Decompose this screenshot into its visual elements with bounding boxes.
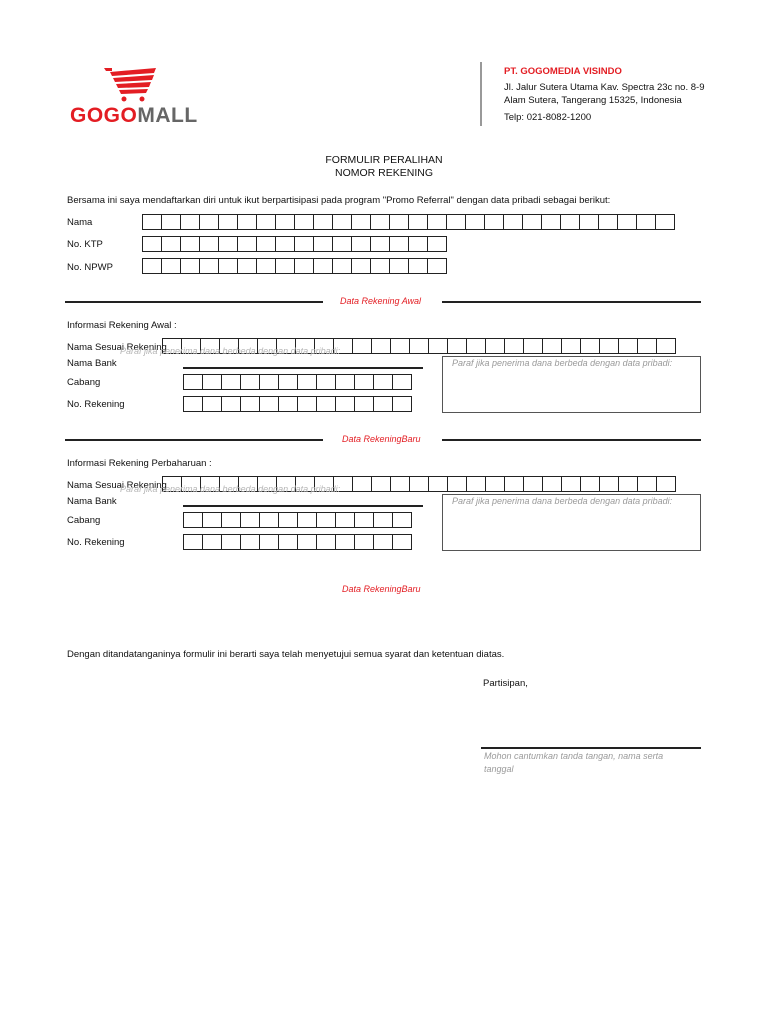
char-box[interactable]	[202, 534, 222, 550]
char-box[interactable]	[354, 374, 374, 390]
label-cabang-baru: Cabang	[67, 515, 101, 526]
signature-hint-line2: tanggal	[484, 764, 514, 774]
char-box[interactable]	[202, 512, 222, 528]
header-divider	[480, 62, 482, 126]
line-nama-bank-awal[interactable]	[183, 367, 423, 369]
char-box[interactable]	[408, 236, 428, 252]
char-box[interactable]	[370, 258, 390, 274]
char-box[interactable]	[313, 214, 333, 230]
char-box[interactable]	[392, 534, 412, 550]
char-box[interactable]	[522, 214, 542, 230]
char-box[interactable]	[580, 338, 600, 354]
char-box[interactable]	[389, 214, 409, 230]
info-baru-label: Informasi Rekening Perbaharuan :	[67, 458, 212, 469]
char-box[interactable]	[373, 534, 393, 550]
form-title	[0, 154, 768, 180]
partisipan-label: Partisipan,	[483, 678, 528, 689]
input-rekening-awal[interactable]	[183, 396, 412, 412]
logo-text-gogo: GOGO	[70, 104, 138, 127]
char-box[interactable]	[335, 396, 355, 412]
char-box[interactable]	[465, 214, 485, 230]
char-box[interactable]	[427, 258, 447, 274]
char-box[interactable]	[354, 512, 374, 528]
char-box[interactable]	[352, 338, 372, 354]
char-box[interactable]	[599, 338, 619, 354]
section-divider-left	[65, 301, 323, 303]
char-box[interactable]	[541, 214, 561, 230]
char-box[interactable]	[221, 534, 241, 550]
char-box[interactable]	[370, 214, 390, 230]
char-box[interactable]	[371, 338, 391, 354]
char-box[interactable]	[408, 214, 428, 230]
char-box[interactable]	[240, 374, 260, 390]
char-box[interactable]	[427, 214, 447, 230]
char-box[interactable]	[332, 214, 352, 230]
section-divider-left-baru	[65, 439, 323, 441]
char-box[interactable]	[392, 396, 412, 412]
ghost-paraf-baru: Paraf jika penerima dana berbeda dengan data pribadi:	[120, 484, 341, 494]
char-box[interactable]	[237, 236, 257, 252]
char-box[interactable]	[351, 258, 371, 274]
char-box[interactable]	[598, 214, 618, 230]
char-box[interactable]	[354, 396, 374, 412]
char-box[interactable]	[256, 236, 276, 252]
char-box[interactable]	[370, 236, 390, 252]
char-box[interactable]	[202, 374, 222, 390]
char-box[interactable]	[373, 396, 393, 412]
char-box[interactable]	[352, 476, 372, 492]
char-box[interactable]	[351, 214, 371, 230]
char-box[interactable]	[180, 214, 200, 230]
char-box[interactable]	[560, 214, 580, 230]
char-box[interactable]	[466, 476, 486, 492]
char-box[interactable]	[183, 396, 203, 412]
char-box[interactable]	[523, 476, 543, 492]
char-box[interactable]	[297, 534, 317, 550]
char-box[interactable]	[503, 214, 523, 230]
section-title-awal: Data Rekening Awal	[340, 296, 422, 306]
char-box[interactable]	[240, 396, 260, 412]
line-nama-bank-baru[interactable]	[183, 505, 423, 507]
char-box[interactable]	[617, 214, 637, 230]
char-box[interactable]	[618, 476, 638, 492]
char-box[interactable]	[485, 476, 505, 492]
char-box[interactable]	[275, 214, 295, 230]
label-rekening-baru: No. Rekening	[67, 537, 125, 548]
char-box[interactable]	[180, 258, 200, 274]
shopping-cart-icon	[104, 66, 164, 102]
company-name: PT. GOGOMEDIA VISINDO	[504, 66, 622, 77]
char-box[interactable]	[389, 236, 409, 252]
char-box[interactable]	[221, 374, 241, 390]
label-cabang-awal: Cabang	[67, 377, 101, 388]
char-box[interactable]	[428, 476, 448, 492]
char-box[interactable]	[637, 476, 657, 492]
char-box[interactable]	[428, 338, 448, 354]
ghost-paraf-awal: Paraf jika penerima dana berbeda dengan data pribadi:	[120, 346, 341, 356]
char-box[interactable]	[259, 396, 279, 412]
char-box[interactable]	[256, 214, 276, 230]
char-box[interactable]	[237, 258, 257, 274]
char-box[interactable]	[221, 512, 241, 528]
input-cabang-baru[interactable]	[183, 512, 412, 528]
char-box[interactable]	[390, 338, 410, 354]
char-box[interactable]	[316, 512, 336, 528]
char-box[interactable]	[504, 338, 524, 354]
char-box[interactable]	[199, 258, 219, 274]
char-box[interactable]	[427, 236, 447, 252]
company-address-line2: Alam Sutera, Tangerang 15325, Indonesia	[504, 95, 682, 106]
char-box[interactable]	[313, 258, 333, 274]
char-box[interactable]	[316, 534, 336, 550]
form-title-line1: FORMULIR PERALIHAN	[325, 154, 443, 166]
char-box[interactable]	[218, 236, 238, 252]
char-box[interactable]	[466, 338, 486, 354]
char-box[interactable]	[199, 214, 219, 230]
paraf-text-awal: Paraf jika penerima dana berbeda dengan data pribadi:	[452, 358, 673, 368]
char-box[interactable]	[294, 258, 314, 274]
char-box[interactable]	[161, 258, 181, 274]
char-box[interactable]	[354, 534, 374, 550]
char-box[interactable]	[618, 338, 638, 354]
signature-line[interactable]	[481, 747, 701, 749]
char-box[interactable]	[484, 214, 504, 230]
char-box[interactable]	[656, 338, 676, 354]
char-box[interactable]	[656, 476, 676, 492]
char-box[interactable]	[278, 512, 298, 528]
char-box[interactable]	[202, 396, 222, 412]
char-box[interactable]	[180, 236, 200, 252]
char-box[interactable]	[636, 214, 656, 230]
char-box[interactable]	[637, 338, 657, 354]
char-box[interactable]	[485, 338, 505, 354]
section-divider-right	[442, 301, 701, 303]
char-box[interactable]	[161, 236, 181, 252]
char-box[interactable]	[259, 534, 279, 550]
char-box[interactable]	[335, 512, 355, 528]
signature-hint-line1: Mohon cantumkan tanda tangan, nama serta	[484, 751, 664, 761]
char-box[interactable]	[316, 396, 336, 412]
char-box[interactable]	[335, 534, 355, 550]
section-divider-right-baru	[442, 439, 701, 441]
char-box[interactable]	[237, 214, 257, 230]
char-box[interactable]	[446, 214, 466, 230]
char-box[interactable]	[240, 512, 260, 528]
label-nama-sesuai-baru: Nama Sesuai Rekening	[67, 480, 167, 491]
label-nama: Nama	[67, 217, 93, 228]
char-box[interactable]	[142, 236, 162, 252]
char-box[interactable]	[580, 476, 600, 492]
char-box[interactable]	[297, 512, 317, 528]
intro-text: Bersama ini saya mendaftarkan diri untuk ikut berpartisipasi pada program "Promo Referral" dengan data pribadi sebagai berikut:	[67, 195, 611, 206]
char-box[interactable]	[161, 214, 181, 230]
char-box[interactable]	[199, 236, 219, 252]
char-box[interactable]	[373, 374, 393, 390]
char-box[interactable]	[447, 476, 467, 492]
char-box[interactable]	[221, 396, 241, 412]
char-box[interactable]	[142, 214, 162, 230]
logo-text-mall: MALL	[137, 104, 198, 127]
char-box[interactable]	[275, 236, 295, 252]
char-box[interactable]	[332, 236, 352, 252]
char-box[interactable]	[504, 476, 524, 492]
char-box[interactable]	[313, 236, 333, 252]
char-box[interactable]	[259, 512, 279, 528]
char-box[interactable]	[259, 374, 279, 390]
label-rekening-awal: No. Rekening	[67, 399, 125, 410]
char-box[interactable]	[183, 512, 203, 528]
form-title-line2: NOMOR REKENING	[334, 167, 433, 179]
char-box[interactable]	[218, 258, 238, 274]
paraf-text-baru: Paraf jika penerima dana berbeda dengan data pribadi:	[452, 496, 673, 506]
char-box[interactable]	[183, 374, 203, 390]
char-box[interactable]	[392, 374, 412, 390]
char-box[interactable]	[332, 258, 352, 274]
section-title-baru-2: Data RekeningBaru	[342, 584, 421, 594]
label-nama-bank-awal: Nama Bank	[67, 358, 117, 369]
char-box[interactable]	[409, 338, 429, 354]
input-cabang-awal[interactable]	[183, 374, 412, 390]
char-box[interactable]	[408, 258, 428, 274]
char-box[interactable]	[392, 512, 412, 528]
char-box[interactable]	[561, 476, 581, 492]
input-rekening-baru[interactable]	[183, 534, 412, 550]
char-box[interactable]	[240, 534, 260, 550]
info-awal-label: Informasi Rekening Awal :	[67, 320, 177, 331]
label-ktp: No. KTP	[67, 239, 103, 250]
char-box[interactable]	[256, 258, 276, 274]
char-box[interactable]	[389, 258, 409, 274]
char-box[interactable]	[561, 338, 581, 354]
char-box[interactable]	[275, 258, 295, 274]
char-box[interactable]	[542, 476, 562, 492]
company-logo	[68, 66, 203, 126]
char-box[interactable]	[294, 214, 314, 230]
char-box[interactable]	[297, 374, 317, 390]
char-box[interactable]	[371, 476, 391, 492]
char-box[interactable]	[183, 534, 203, 550]
char-box[interactable]	[599, 476, 619, 492]
char-box[interactable]	[278, 396, 298, 412]
char-box[interactable]	[579, 214, 599, 230]
section-title-baru: Data RekeningBaru	[342, 434, 421, 444]
char-box[interactable]	[142, 258, 162, 274]
char-box[interactable]	[390, 476, 410, 492]
char-box[interactable]	[278, 534, 298, 550]
input-nama[interactable]	[142, 214, 675, 230]
label-npwp: No. NPWP	[67, 262, 113, 273]
char-box[interactable]	[335, 374, 355, 390]
input-ktp[interactable]	[142, 236, 447, 252]
char-box[interactable]	[409, 476, 429, 492]
company-address-line1: Jl. Jalur Sutera Utama Kav. Spectra 23c no. 8-9	[504, 82, 705, 93]
agreement-text: Dengan ditandatanganinya formulir ini berarti saya telah menyetujui semua syarat dan ketentuan diatas.	[67, 649, 505, 660]
label-nama-bank-baru: Nama Bank	[67, 496, 117, 507]
char-box[interactable]	[294, 236, 314, 252]
char-box[interactable]	[373, 512, 393, 528]
char-box[interactable]	[447, 338, 467, 354]
char-box[interactable]	[316, 374, 336, 390]
char-box[interactable]	[542, 338, 562, 354]
char-box[interactable]	[351, 236, 371, 252]
char-box[interactable]	[523, 338, 543, 354]
char-box[interactable]	[218, 214, 238, 230]
char-box[interactable]	[297, 396, 317, 412]
input-npwp[interactable]	[142, 258, 447, 274]
char-box[interactable]	[278, 374, 298, 390]
company-phone: Telp: 021-8082-1200	[504, 112, 592, 123]
label-nama-sesuai-awal: Nama Sesuai Rekening	[67, 342, 167, 353]
char-box[interactable]	[655, 214, 675, 230]
